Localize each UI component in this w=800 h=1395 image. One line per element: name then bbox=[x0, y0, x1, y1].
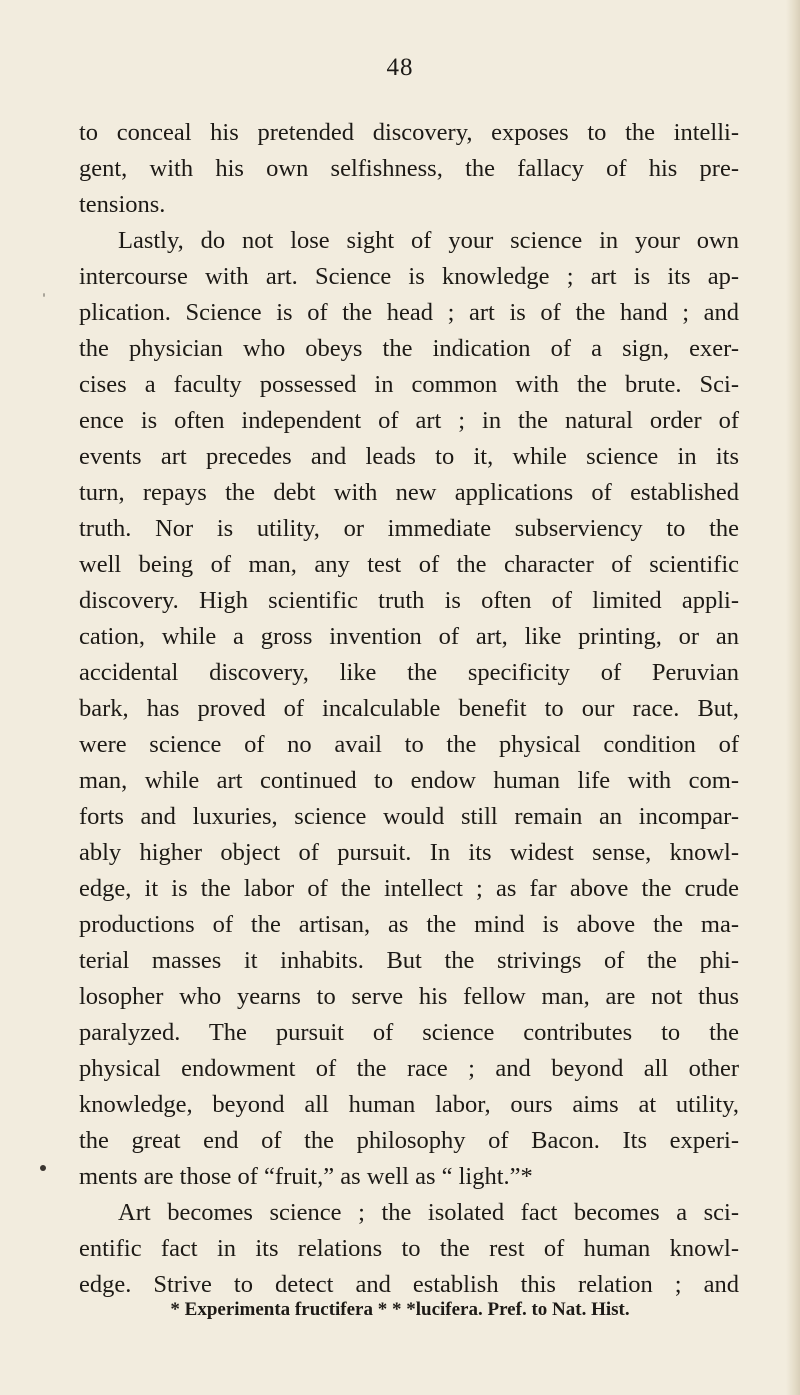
body-text bbox=[79, 115, 739, 1303]
text-line-1: to conceal his pretended discovery, exposes to the intelli- bbox=[79, 119, 739, 146]
text-line-21: ably higher object of pursuit. In its widest sense, knowl- bbox=[79, 839, 739, 866]
page-edge bbox=[786, 0, 800, 1395]
text-line-4: Lastly, do not lose sight of your science in your own bbox=[118, 227, 739, 254]
text-line-32: entific fact in its relations to the rest of human knowl- bbox=[79, 1235, 739, 1262]
text-line-7: the physician who obeys the indication of a sign, exer- bbox=[79, 335, 739, 362]
page-number: 48 bbox=[386, 54, 414, 81]
text-line-29: the great end of the philosophy of Bacon. Its experi- bbox=[79, 1127, 739, 1154]
text-line-19: man, while art continued to endow human life with com- bbox=[79, 767, 739, 794]
text-line-8: cises a faculty possessed in common with the brute. Sci- bbox=[79, 371, 739, 398]
text-line-16: accidental discovery, like the specificity of Peruvian bbox=[79, 659, 739, 686]
text-line-11: turn, repays the debt with new applications of established bbox=[79, 479, 739, 506]
text-line-24: terial masses it inhabits. But the strivings of the phi- bbox=[79, 947, 739, 974]
text-line-3: tensions. bbox=[79, 191, 166, 218]
text-line-22: edge, it is the labor of the intellect ; as far above the crude bbox=[79, 875, 739, 902]
text-line-9: ence is often independent of art ; in the natural order of bbox=[79, 407, 739, 434]
text-line-6: plication. Science is of the head ; art is of the hand ; and bbox=[79, 299, 739, 326]
text-line-33: edge. Strive to detect and establish this relation ; and bbox=[79, 1271, 739, 1298]
text-line-25: losopher who yearns to serve his fellow man, are not thus bbox=[79, 983, 739, 1010]
text-line-28: knowledge, beyond all human labor, ours aims at utility, bbox=[79, 1091, 739, 1118]
text-line-23: productions of the artisan, as the mind is above the ma- bbox=[79, 911, 739, 938]
text-line-2: gent, with his own selfishness, the fallacy of his pre- bbox=[79, 155, 739, 182]
footnote: * Experimenta fructifera * * *lucifera. Pref. to Nat. Hist. bbox=[170, 1299, 630, 1320]
text-line-26: paralyzed. The pursuit of science contributes to the bbox=[79, 1019, 739, 1046]
text-line-30: ments are those of “fruit,” as well as “ light.”* bbox=[79, 1163, 533, 1190]
text-line-12: truth. Nor is utility, or immediate subserviency to the bbox=[79, 515, 739, 542]
text-line-5: intercourse with art. Science is knowledge ; art is its ap- bbox=[79, 263, 739, 290]
ink-speck bbox=[40, 1165, 46, 1171]
text-line-15: cation, while a gross invention of art, like printing, or an bbox=[79, 623, 739, 650]
text-line-31: Art becomes science ; the isolated fact becomes a sci- bbox=[118, 1199, 739, 1226]
ink-speck bbox=[43, 293, 45, 297]
text-line-20: forts and luxuries, science would still remain an incompar- bbox=[79, 803, 739, 830]
text-line-18: were science of no avail to the physical condition of bbox=[79, 731, 739, 758]
text-line-14: discovery. High scientific truth is often of limited appli- bbox=[79, 587, 739, 614]
text-line-10: events art precedes and leads to it, while science in its bbox=[79, 443, 739, 470]
text-line-13: well being of man, any test of the character of scientific bbox=[79, 551, 739, 578]
text-line-27: physical endowment of the race ; and beyond all other bbox=[79, 1055, 739, 1082]
text-line-17: bark, has proved of incalculable benefit to our race. But, bbox=[79, 695, 739, 722]
